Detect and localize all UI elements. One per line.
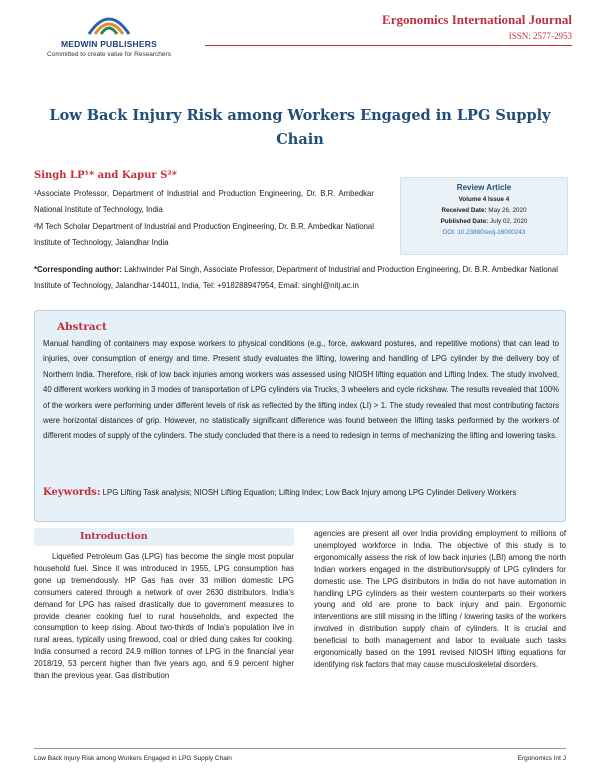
publisher-logo-icon (85, 8, 133, 38)
article-title (40, 104, 560, 152)
keywords (43, 485, 559, 500)
article-title-line-1: Low Back Injury Risk among Workers Engaged in LPG Supply (49, 107, 551, 124)
author-affiliations (34, 186, 374, 252)
introduction-heading-bar (34, 528, 294, 546)
received-date (401, 207, 567, 214)
volume-issue-text: Volume 4 Issue 4 (458, 196, 510, 203)
header-divider (205, 45, 572, 46)
introduction-heading: Introduction (80, 531, 148, 542)
article-title-line-2: Chain (276, 131, 324, 148)
corresponding-author-label: *Corresponding author: (34, 265, 122, 274)
keywords-text: LPG Lifting Task analysis; NIOSH Lifting Equation; Lifting Index; Low Back Injury among LPG Cylinder Delivery Workers (100, 488, 517, 497)
corresponding-author-text: Lakhwinder Pal Singh, Associate Professor, Department of Industrial and Production Engineering, Dr. B.R. Ambedkar National Institute of Technology, Jalandhar-144011, India, Tel: +918288947954, Email: singhl@nitj.ac.in (34, 265, 558, 290)
footer-running-title: Low Back Injury Risk among Workers Engaged in LPG Supply Chain (34, 755, 232, 762)
footer-divider (34, 748, 566, 749)
article-type: Review Article (456, 183, 512, 192)
publisher-tagline: Committed to create value for Researchers (47, 51, 171, 58)
abstract-heading: Abstract (57, 321, 107, 333)
footer-journal-abbrev: Ergonomics Int J (517, 755, 566, 762)
article-authors: Singh LP¹* and Kapur S²* (34, 170, 177, 181)
volume-issue (401, 196, 567, 203)
introduction-left-column: Liquefied Petroleum Gas (LPG) has become the single most popular household fuel. Since it was introduced in 1955, LPG consumption has gone up tremendously. HP Gas has over 33 million domestic LPG consumers catered through a network of over 2630 distributors. India's demand for LPG has raised drastically due to government measures to provide cleaner cooking fuel to rural households, and expected the consumption to keep rising. About two-thirds of India's population live in rural areas, typically using firewood, coal or dried dung cakes for cooking. India consumed a record 24.9 million tonnes of LPG in the financial year 2018/19, 53 percent higher than five years ago, and 6.9 percent higher than the previous year. Gas distribution (34, 552, 294, 681)
published-date-value: July 02, 2020 (488, 218, 528, 225)
page-header (0, 0, 600, 72)
publisher-logo (34, 8, 184, 66)
corresponding-author (34, 262, 566, 293)
introduction-right-column: agencies are present all over India providing employment to millions of unemployed workforce in India. The objective of this study is to ergonomically assess the risk of low back injuries (LBI) among the north Indian workers engaged in the distribution/supply of LPG cylinders for domestic use. The LPG distributors in India do not have automation in handling LPG cylinders as their western counterparts so their workers young and old are prone to back injury and pain. Ergonomic interventions are still missing in the lifting / lowering tasks of the workers involved in distribution supply chain of cylinders. It is crucial and beneficial to both management and labor to evaluate such tasks ergonomically based on the 1991 revised NIOSH lifting equations for identifying risk factors that may cause musculoskeletal disorders. (314, 529, 566, 669)
abstract-text: Manual handling of containers may expose workers to physical conditions (e.g., force, awkward postures, and repetitive motions) that can lead to injuries, over consumption of energy and time. Present study evaluates the lifting, lowering and handling of LPG cylinder by the delivery boy of Northern India. Therefore, risk of low back injuries among workers was assessed using NIOSH lifting equation and Lifting Index. The study involved, 40 different workers working in 3 modes of transportation of LPG cylinders via Trucks, 3 wheelers and cycle rickshaw. The results revealed that 100% of the workers were performing under different levels of risk as reflected by the lifting index (LI) > 1. The study revealed that most contributing factors were horizontal distances of grip. However, no statistically significant difference was found between the lifting tasks performed by the workers of different modes of supply of the cylinders. The study concluded that there is a need to redesign in terms of mechanizing the lifting and lowering tasks. (43, 339, 559, 441)
publisher-name: MEDWIN PUBLISHERS (61, 39, 157, 49)
received-date-value: May 26, 2020 (486, 207, 527, 214)
article-info-box (400, 177, 568, 255)
abstract-box (34, 310, 566, 522)
received-date-label: Received Date: (441, 207, 487, 214)
journal-info (382, 12, 572, 41)
journal-issn: ISSN: 2577-2953 (508, 31, 572, 41)
published-date (401, 218, 567, 225)
published-date-label: Published Date: (440, 218, 489, 225)
article-doi[interactable]: DOI: 10.23880/eoij-16000243 (442, 229, 526, 236)
affiliation-2: ²M Tech Scholar Department of Industrial and Production Engineering, Dr. B.R. Ambedkar National Institute of Technology, Jalandhar India (34, 222, 374, 247)
affiliation-1: ¹Associate Professor, Department of Industrial and Production Engineering, Dr. B.R. Ambedkar National Institute of Technology, India (34, 189, 374, 214)
journal-name: Ergonomics International Journal (382, 12, 572, 27)
keywords-label: Keywords: (43, 487, 101, 498)
